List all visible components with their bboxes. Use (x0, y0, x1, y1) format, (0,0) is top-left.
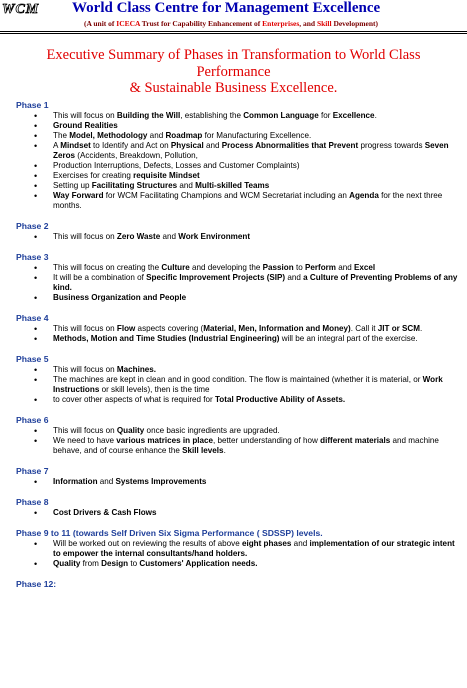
phase-items (0, 263, 467, 303)
org-name: World Class Centre for Management Excellence (72, 0, 381, 16)
document-title (0, 47, 467, 97)
phase-item: • Cost Drivers & Cash Flows (0, 508, 467, 518)
phase-heading: Phase 6 (16, 415, 49, 425)
phase-spacer (0, 344, 467, 354)
phase-item: • Information and Systems Improvements (0, 477, 467, 487)
phase-item: • This will focus on creating the Culture and developing the Passion to Perform and Excel (0, 263, 467, 273)
phase-item: • This will focus on Quality once basic ingredients are upgraded. (0, 426, 467, 436)
title-line-3: & Sustainable Business Excellence. (129, 80, 338, 96)
phase-spacer (0, 303, 467, 313)
org-subtitle: (A unit of ICECA Trust for Capability Enhancement of Enterprises, and Skill Development) (84, 19, 379, 28)
title-line-1: Executive Summary of Phases in Transformation to World Class (46, 47, 421, 63)
phase-items (0, 477, 467, 487)
phase-item: • Production Interruptions, Defects, Losses and Customer Complaints) (0, 161, 467, 171)
phases-list (0, 100, 467, 590)
phase-spacer (0, 211, 467, 221)
phase-items (0, 324, 467, 344)
phase-item: • This will focus on Machines. (0, 365, 467, 375)
phase-heading: Phase 7 (16, 466, 49, 476)
phase-item: • Way Forward for WCM Facilitating Champions and WCM Secretariat including an Agenda for the next three months. (0, 191, 467, 211)
phase-section (0, 415, 467, 456)
phase-spacer (0, 242, 467, 252)
phase-items (0, 365, 467, 405)
phase-section (0, 579, 467, 590)
page-header (0, 0, 467, 34)
phase-item: • Setting up Facilitating Structures and Multi-skilled Teams (0, 181, 467, 191)
phase-section (0, 252, 467, 303)
phase-item: • This will focus on Zero Waste and Work Environment (0, 232, 467, 242)
phase-heading: Phase 4 (16, 313, 49, 323)
logo-text: WCM (2, 2, 40, 17)
title-line-2: Performance (196, 63, 271, 80)
phase-item: • Business Organization and People (0, 293, 467, 303)
phase-item: • We need to have various matrices in place, better understanding of how different materials and machine behave, and of course enhance the Skill levels. (0, 436, 467, 456)
phase-heading: Phase 8 (16, 497, 49, 507)
phase-item: • Exercises for creating requisite Mindset (0, 171, 467, 181)
phase-section (0, 313, 467, 344)
phase-item: • Ground Realities (0, 121, 467, 131)
phase-item: • Methods, Motion and Time Studies (Industrial Engineering) will be an integral part of the exercise. (0, 334, 467, 344)
phase-heading: Phase 5 (16, 354, 49, 364)
phase-heading: Phase 12: (16, 579, 57, 589)
phase-spacer (0, 518, 467, 528)
phase-heading: Phase 2 (16, 221, 49, 231)
phase-item: • The Model, Methodology and Roadmap for Manufacturing Excellence. (0, 131, 467, 141)
phase-item: • This will focus on Building the Will, establishing the Common Language for Excellence. (0, 111, 467, 121)
phase-item: • It will be a combination of Specific Improvement Projects (SIP) and a Culture of Preventing Problems of any kind. (0, 273, 467, 293)
phase-section (0, 221, 467, 242)
phase-item: • The machines are kept in clean and in good condition. The flow is maintained (whether it is material, or Work Instructions or skill levels), then is the time (0, 375, 467, 395)
phase-spacer (0, 569, 467, 579)
phase-items (0, 539, 467, 569)
phase-heading: Phase 3 (16, 252, 49, 262)
phase-heading: Phase 9 to 11 (towards Self Driven Six Sigma Performance ( SDSSP) levels. (16, 528, 323, 538)
phase-item: • Quality from Design to Customers' Application needs. (0, 559, 467, 569)
phase-section (0, 466, 467, 487)
phase-spacer (0, 487, 467, 497)
phase-items (0, 111, 467, 211)
phase-item: • A Mindset to Identify and Act on Physical and Process Abnormalities that Prevent progress towards Seven Zeros (Accidents, Breakdown, Pollution, (0, 141, 467, 161)
phase-item: • to cover other aspects of what is required for Total Productive Ability of Assets. (0, 395, 467, 405)
phase-items (0, 426, 467, 456)
phase-item: • Will be worked out on reviewing the results of above eight phases and implementation of our strategic intent to empower the internal consultants/hand holders. (0, 539, 467, 559)
phase-items (0, 232, 467, 242)
header-rule-bottom (0, 33, 467, 34)
phase-section (0, 497, 467, 518)
phase-item: • This will focus on Flow aspects covering (Material, Men, Information and Money). Call it JIT or SCM. (0, 324, 467, 334)
phase-spacer (0, 456, 467, 466)
phase-section (0, 528, 467, 569)
wcm-logo (2, 1, 52, 15)
phase-heading: Phase 1 (16, 100, 49, 110)
phase-section (0, 354, 467, 405)
phase-items (0, 508, 467, 518)
phase-spacer (0, 405, 467, 415)
header-rule-top (0, 31, 467, 32)
phase-section (0, 100, 467, 211)
